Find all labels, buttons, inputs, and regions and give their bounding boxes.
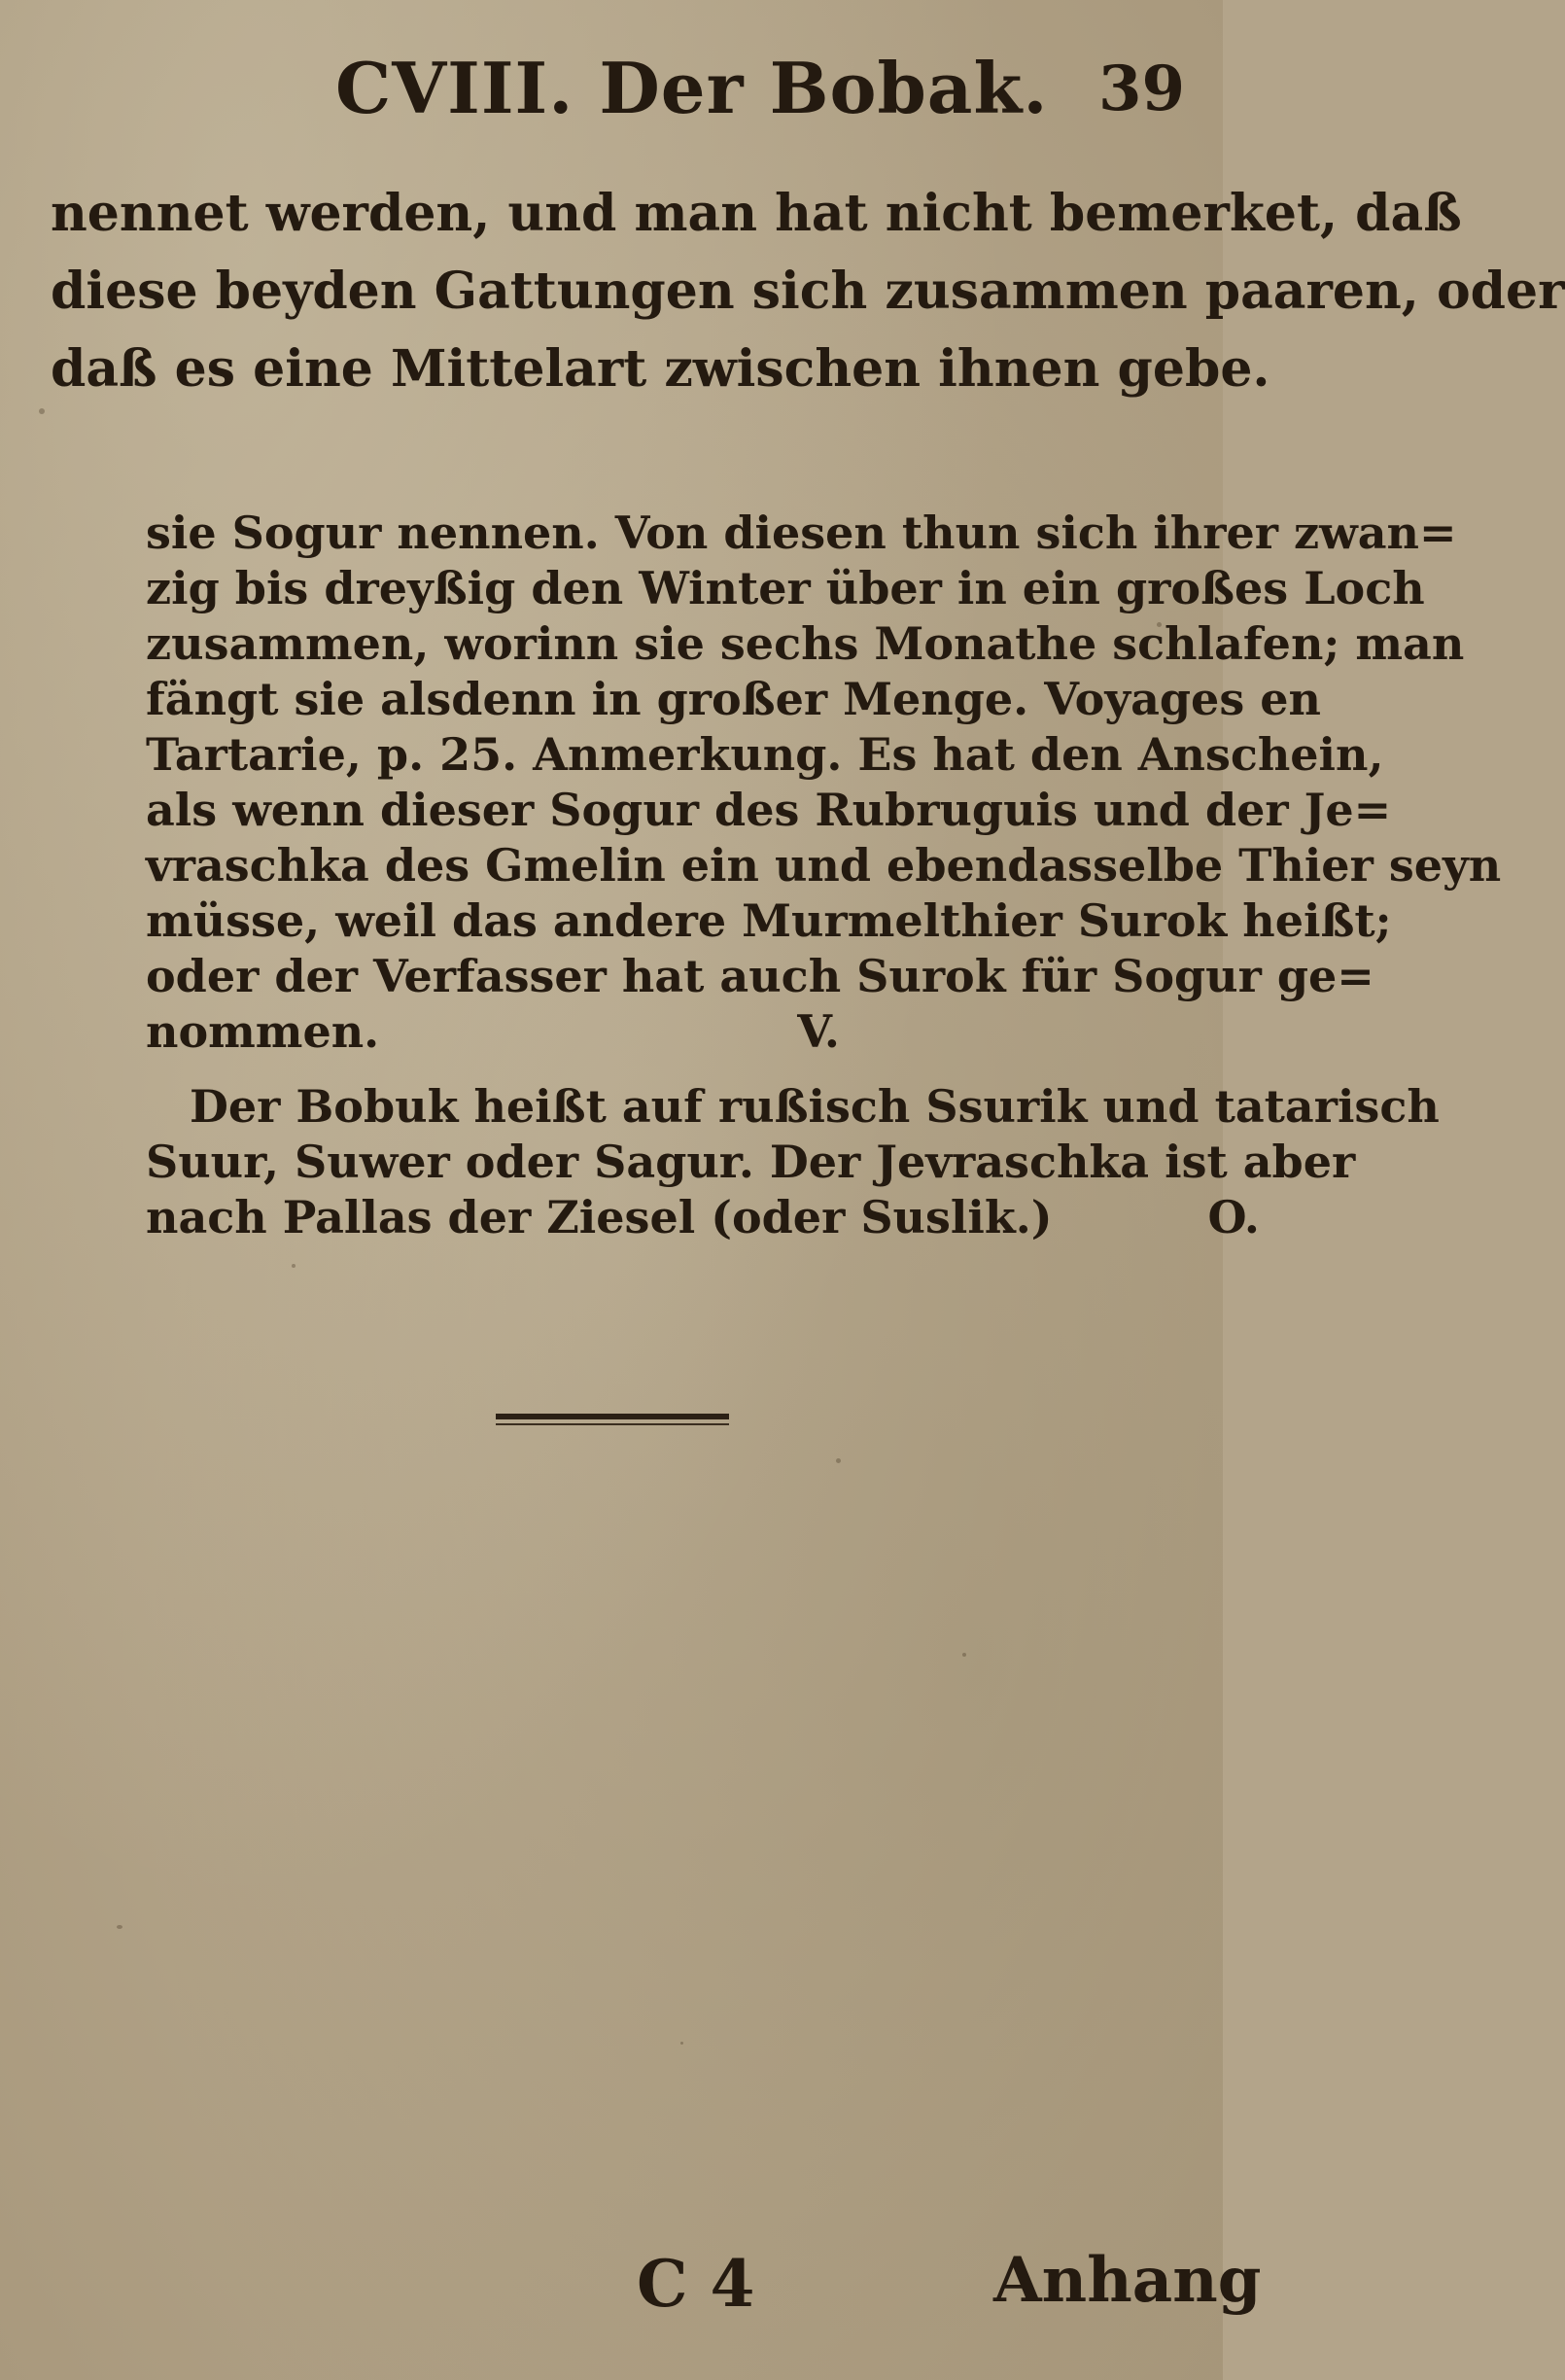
note-line: als wenn dieser Sogur des Rubruguis und der Je= [146, 784, 1392, 836]
paper-speck [292, 1264, 296, 1268]
note-line-last [146, 1190, 1260, 1245]
note-line: müsse, weil das andere Murmelthier Surok heißt; [146, 894, 1392, 947]
note-line: zusammen, worinn sie sechs Monathe schlafen; man [146, 617, 1465, 670]
paper-speck [39, 408, 45, 414]
note-line: vraschka des Gmelin ein und ebendasselbe Thier seyn [146, 839, 1502, 892]
running-header [0, 47, 1223, 144]
section-divider [496, 1414, 729, 1427]
header-title: CVIII. Der Bobak. [335, 47, 1049, 129]
paper-speck [117, 1925, 122, 1929]
note-line: Tartarie, p. 25. Anmerkung. Es hat den Anschein, [146, 728, 1384, 781]
note-line: Suur, Suwer oder Sagur. Der Jevraschka ist aber [146, 1136, 1356, 1188]
main-text-block [51, 175, 1565, 408]
text-line: nennet werden, und man hat nicht bemerket, daß [51, 184, 1462, 243]
note-line-text: nach Pallas der Ziesel (oder Suslik.) [146, 1191, 1053, 1243]
author-mark-o: O. [1207, 1191, 1260, 1243]
catchword: Anhang [993, 2244, 1262, 2317]
paper-speck [680, 2042, 683, 2045]
note-line: sie Sogur nennen. Von diesen thun sich ihrer zwan= [146, 507, 1457, 559]
note-line-last [146, 1004, 1196, 1060]
note-line: oder der Verfasser hat auch Surok für Sogur ge= [146, 950, 1374, 1002]
author-mark-v: V. [797, 1005, 840, 1058]
divider-thin-line [496, 1423, 729, 1425]
paper-speck [836, 1458, 841, 1463]
note-line: Der Bobuk heißt auf rußisch Ssurik und tatarisch [190, 1080, 1440, 1133]
printer-signature: C 4 [637, 2246, 755, 2322]
text-line: diese beyden Gattungen sich zusammen paaren, oder [51, 262, 1565, 321]
note-line-text: nommen. [146, 1005, 380, 1058]
text-line: daß es eine Mittelart zwischen ihnen gebe. [51, 339, 1270, 399]
paper-speck [962, 1653, 966, 1657]
page-number: 39 [1098, 52, 1186, 125]
note-line: zig bis dreyßig den Winter über in ein großes Loch [146, 562, 1425, 614]
footnote-block [146, 506, 1502, 1245]
divider-thick-line [496, 1414, 729, 1419]
note-line: fängt sie alsdenn in großer Menge. Voyages en [146, 673, 1321, 725]
